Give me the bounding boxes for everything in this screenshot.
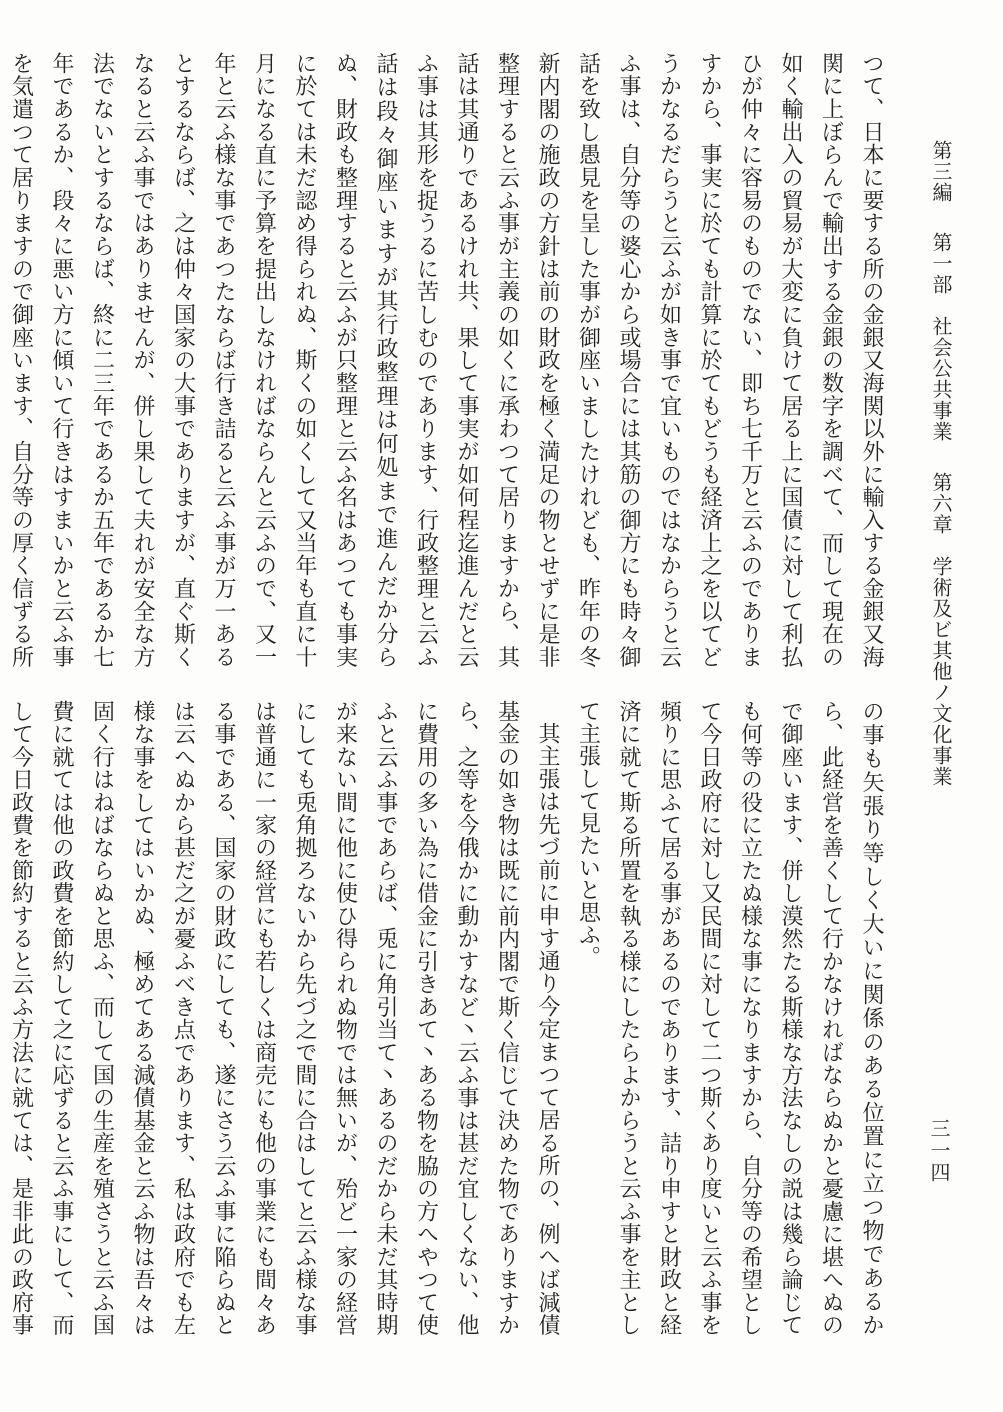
paragraph: 其主張は先づ前に申す通り今定まつて居る所の、例へば減債基金の如き物は既に前内閣で斯く信じて決めた物でありますから、之等を今俄かに動かすなど丶云ふ事は甚だ宜しくない、他に費用の多い為に借金に引きあて丶ある物を脇の方へやつて使ふと云ふ事であらば、兎に角引当て丶あるのだから未だ其時期が来ない間に他に使ひ得られぬ物では無いが、殆ど一家の経営にしても兎角拠ろないから先づ之で間に合はしてと云ふ様な事は普通に一家の経営にも若しくは商売にも他の事業にも間々ある事である、国家の財政にしても、遂にさう云ふ事に陥らぬとは云へぬから甚だ之が憂ふべき点であります、私は政府でも左様な事をしてはいかぬ、極めてある減債基金と云ふ物は吾々は固く行はねばならぬと思ふ、而して国の生産を殖さうと云ふ国費に就ては他の政費を節約して之に応ずると云ふ事にして、而して今日政費を節約すると云ふ方法に就ては、是非此の政府事 <box>8 700 560 1336</box>
upper-text-block <box>8 52 891 668</box>
header-chapter: 第六章 学術及ビ其他ノ文化事業 <box>929 471 953 787</box>
paragraph: の事も矢張り等しく大いに関係のある位置に立つ物であるから、此経営を善くして行かなければならぬかと憂慮に堪へぬので御座います、併し漠然たる斯様な方法なしの説は幾ら論じても何等の役に立たぬ様な事になりますから、自分等の希望として今日政府に対し又民間に対して二つ斯くあり度いと云ふ事を頻りに思ふて居る事があるのであります、詰り申すと財政と経済に就て斯る所置を執る様にしたらよからうと云ふ事を主として主張して見たいと思ふ。 <box>575 700 884 1336</box>
lower-text-block <box>8 700 891 1336</box>
page-number: 三一四 <box>927 1118 951 1184</box>
header-volume: 第三編 <box>929 140 953 203</box>
paragraph: つて、日本に要する所の金銀又海関以外に輸入する金銀又海関に上ぼらんで輸出する金銀の数字を調べて、而して現在の如く輸出入の貿易が大変に負けて居る上に国債に対して利払ひが仲々に容易のものでない、即ち七千万と云ふのでありますから、事実に於ても計算に於てもどうも経済上之を以てどうかなるだらうと云ふが如き事で宜いものではなからうと云ふ事は、自分等の婆心から或場合には其筋の御方にも時々御話を致し愚見を呈した事が御座いましたけれども、昨年の冬新内閣の施政の方針は前の財政を極く満足の物とせずに是非整理すると云ふ事が主義の如くに承わつて居りますから、其話は其通りであるけれ共、果して事実が如何程迄進んだと云ふ事は其形を捉うるに苦しむのであります、行政整理と云ふ話は段々御座いますが其行政整理は何処まで進んだか分らぬ、財政も整理すると云ふが只整理と云ふ名はあつても事実に於ては未だ認め得られぬ、斯くの如くして又当年も直に十月になる直に予算を提出しなければならんと云ふので、又一年と云ふ様な事であつたならば行き詰ると云ふ事が万一あるとするならば、之は仲々国家の大事でありますが、直ぐ斯くなると云ふ事ではありませんが、併し果して夫れが安全な方法でないとするならば、終に二三年であるか五年であるか七年であるか、段々に悪い方に傾いて行きはすまいかと云ふ事を気遣つて居りますので御座います、自分等の厚く信ずる所 <box>8 52 884 668</box>
header-part: 第一部 社会公共事業 <box>929 232 953 443</box>
running-header <box>929 140 953 809</box>
